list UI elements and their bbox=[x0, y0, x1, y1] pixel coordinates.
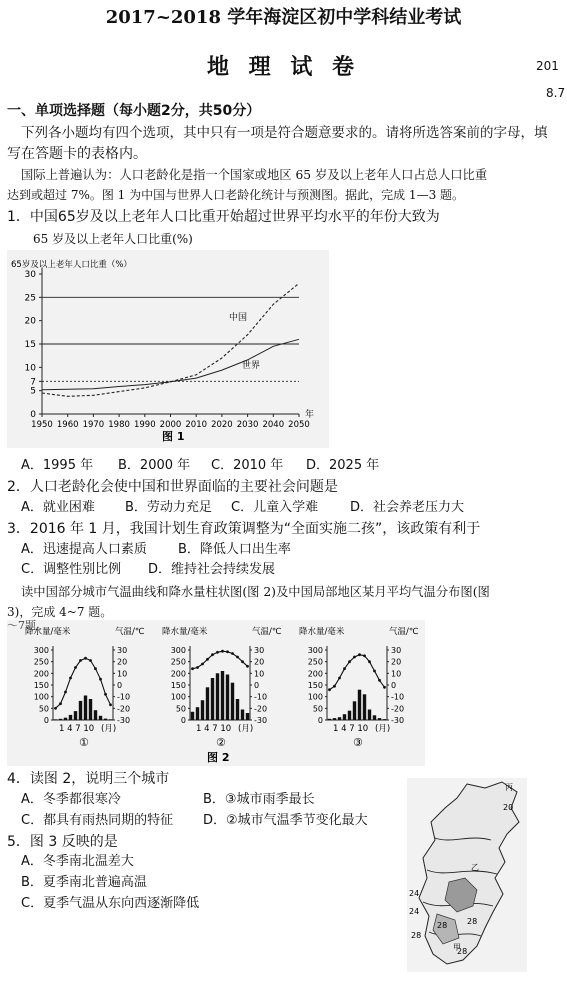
fig2-right-tick-label: -20 bbox=[254, 704, 268, 714]
fig2-precip-bar bbox=[343, 714, 346, 720]
fig2-city-chart bbox=[25, 626, 145, 749]
fig2-temp-point bbox=[378, 679, 381, 682]
fig2-precip-bar bbox=[104, 719, 107, 720]
fig3-place-label: 丙 bbox=[505, 783, 513, 792]
fig1-caption-above: 65 岁及以上老年人口比重(%) bbox=[33, 232, 193, 246]
fig2-temp-point bbox=[383, 686, 386, 689]
fig2-precip-bar bbox=[373, 715, 376, 720]
fig2-left-tick-label: 50 bbox=[175, 704, 186, 714]
fig2-temp-point bbox=[241, 660, 244, 663]
fig2-precip-bar bbox=[353, 701, 356, 720]
fig2-precip-bar bbox=[231, 683, 234, 720]
fig2-city-label: ② bbox=[216, 736, 226, 749]
fig2-left-tick-label: 150 bbox=[307, 681, 323, 690]
q4-option-d[interactable]: D．②城市气温季节变化最大 bbox=[203, 813, 368, 828]
fig2-precip-bar bbox=[94, 710, 97, 720]
fig2-temp-point bbox=[109, 703, 112, 706]
fig2-precip-bar bbox=[383, 719, 386, 720]
passage2-line1: 读中国部分城市气温曲线和降水量柱状图(图 2)及中国局部地区某月平均气温分布图(图 bbox=[21, 585, 490, 599]
q4-option-c[interactable]: C．都具有雨热同期的特征 bbox=[21, 813, 174, 828]
fig1-x-tick-label: 1960 bbox=[56, 420, 79, 430]
fig1-y-tick-label: 15 bbox=[24, 340, 36, 350]
fig2-left-axis-label: 降水量/毫米 bbox=[162, 627, 208, 637]
q1-option-a[interactable]: A．1995 年 bbox=[21, 458, 94, 473]
fig2-temp-point bbox=[201, 663, 204, 666]
fig3-isotherm-label: 28 bbox=[411, 931, 422, 940]
fig2-precip-bar bbox=[196, 707, 199, 720]
exam-title: 2017~2018 学年海淀区初中学科结业考试 bbox=[105, 7, 462, 28]
q3-stem: 3．2016 年 1 月，我国计划生育政策调整为“全面实施二孩”，该政策有利于 bbox=[7, 521, 481, 537]
fig2-precip-bar bbox=[363, 694, 366, 720]
fig2-precip-bar bbox=[358, 690, 361, 720]
fig3-isotherm-label: 24 bbox=[409, 907, 420, 916]
fig1-series-china-line bbox=[42, 283, 299, 396]
fig2-temp-point bbox=[343, 667, 346, 670]
fig2-precip-bar bbox=[84, 696, 87, 721]
fig2-precip-bar bbox=[201, 700, 204, 720]
fig2-temp-point bbox=[338, 677, 341, 680]
passage1-line2: 达到或超过 7%。图 1 为中国与世界人口老龄化统计与预测图。据此，完成 1—3 题。 bbox=[7, 188, 465, 202]
fig2-precip-bar bbox=[59, 719, 62, 720]
side-code-top: 201 bbox=[536, 59, 559, 73]
fig2-left-tick-label: 250 bbox=[170, 657, 186, 667]
fig2-right-axis-label: 气温/℃ bbox=[389, 627, 419, 637]
fig2-right-tick-label: 30 bbox=[117, 646, 128, 655]
fig2-precip-bar bbox=[333, 718, 336, 720]
figure-1 bbox=[7, 250, 329, 448]
fig2-precip-bar bbox=[368, 710, 371, 721]
fig2-temp-point bbox=[368, 660, 371, 663]
fig2-right-tick-label: -10 bbox=[254, 692, 268, 702]
fig2-city-label: ③ bbox=[353, 736, 363, 749]
fig1-y-tick-label: 7 bbox=[30, 377, 36, 388]
fig2-temp-point bbox=[54, 707, 57, 710]
fig1-inner-label: 65岁及以上老年人口比重（%） bbox=[11, 260, 132, 270]
fig2-temp-point bbox=[373, 670, 376, 673]
fig2-month-unit: (月) bbox=[238, 724, 254, 734]
section-heading: 一、单项选择题（每小题2分，共50分） bbox=[7, 103, 261, 119]
fig2-temp-point bbox=[206, 658, 209, 661]
fig2-right-tick-label: 30 bbox=[254, 646, 265, 655]
q5-stem: 5．图 3 反映的是 bbox=[7, 834, 118, 850]
fig2-precip-bar bbox=[89, 699, 92, 720]
q4-option-b[interactable]: B．③城市雨季最长 bbox=[203, 792, 315, 807]
passage2-line2: 3)，完成 4~7 题。 bbox=[7, 605, 113, 619]
q3-option-c[interactable]: C．调整性别比例 bbox=[21, 562, 122, 577]
fig2-precip-bar bbox=[241, 710, 244, 721]
fig2-left-tick-label: 50 bbox=[312, 704, 323, 714]
fig2-left-axis-label: 降水量/毫米 bbox=[299, 627, 345, 637]
q1-option-d[interactable]: D．2025 年 bbox=[306, 458, 380, 473]
q5-option-c[interactable]: C．夏季气温从东向西逐渐降低 bbox=[21, 896, 200, 911]
fig2-precip-bar bbox=[79, 701, 82, 720]
fig2-temp-point bbox=[104, 693, 107, 696]
fig2-left-tick-label: 300 bbox=[33, 646, 49, 655]
q4-option-a[interactable]: A．冬季都很寒冷 bbox=[21, 792, 121, 807]
fig1-y-tick-label: 20 bbox=[24, 316, 36, 327]
fig2-precip-bar bbox=[378, 718, 381, 720]
fig3-map-svg bbox=[407, 778, 527, 972]
side-code-bottom: 8.7 bbox=[546, 86, 566, 100]
fig1-y-tick-label: 5 bbox=[30, 386, 36, 397]
fig2-temp-point bbox=[363, 654, 366, 657]
fig2-right-axis-label: 气温/℃ bbox=[252, 627, 282, 637]
fig2-left-tick-label: 250 bbox=[33, 657, 49, 667]
fig1-label-world: 世界 bbox=[242, 361, 261, 371]
fig2-right-tick-label: -30 bbox=[254, 716, 268, 725]
fig2-figure-label: 图 2 bbox=[207, 751, 230, 764]
fig2-right-tick-label: -10 bbox=[117, 692, 131, 702]
fig2-right-tick-label: 10 bbox=[391, 669, 402, 679]
fig2-temp-point bbox=[216, 651, 219, 654]
fig2-temp-point bbox=[211, 653, 214, 656]
fig2-temp-point bbox=[353, 656, 356, 659]
q2-option-a[interactable]: A．就业困难 bbox=[21, 500, 95, 515]
q2-option-c[interactable]: C．儿童入学难 bbox=[231, 500, 319, 515]
fig2-month-unit: (月) bbox=[101, 724, 117, 734]
fig2-left-tick-label: 250 bbox=[307, 657, 323, 667]
fig2-left-tick-label: 100 bbox=[307, 692, 323, 702]
fig3-isotherm-label: 28 bbox=[457, 947, 468, 956]
fig2-temp-point bbox=[64, 691, 67, 694]
fig2-temp-point bbox=[74, 666, 77, 669]
fig2-left-tick-label: 0 bbox=[317, 716, 323, 725]
fig2-precip-bar bbox=[69, 715, 72, 720]
fig2-city-chart bbox=[299, 626, 419, 749]
fig2-right-tick-label: 20 bbox=[117, 657, 128, 667]
fig3-place-label: 甲 bbox=[453, 943, 461, 952]
fig2-temp-point bbox=[196, 666, 199, 669]
fig2-precip-bar bbox=[348, 711, 351, 720]
fig2-temp-point bbox=[333, 685, 336, 688]
fig1-figure-label: 图 1 bbox=[162, 430, 185, 443]
passage2-cut-line: ～7题。 bbox=[7, 619, 47, 632]
instructions-line1: 下列各小题均有四个选项，其中只有一项是符合题意要求的。请将所选答案前的字母，填 bbox=[21, 125, 548, 141]
fig1-x-tick-label: 1970 bbox=[82, 420, 105, 430]
fig2-left-tick-label: 300 bbox=[307, 646, 323, 655]
fig1-x-tick-label: 2020 bbox=[211, 420, 233, 430]
fig2-temp-point bbox=[59, 702, 62, 705]
fig2-temp-line bbox=[56, 658, 111, 708]
fig1-x-tick-label: 2040 bbox=[262, 420, 285, 430]
fig2-temp-point bbox=[89, 659, 92, 662]
fig1-x-tick-label: 2000 bbox=[159, 420, 182, 430]
fig2-precip-bar bbox=[226, 675, 229, 721]
fig2-precip-bar bbox=[338, 717, 341, 720]
q3-option-b[interactable]: B．降低人口出生率 bbox=[178, 542, 291, 557]
q2-stem: 2．人口老龄化会使中国和世界面临的主要社会问题是 bbox=[7, 479, 338, 495]
instructions-line2: 写在答题卡的表格内。 bbox=[7, 146, 147, 162]
fig1-x-tick-label: 1990 bbox=[133, 420, 156, 430]
fig2-temp-point bbox=[328, 688, 331, 691]
fig2-precip-bar bbox=[74, 711, 77, 720]
fig2-right-tick-label: 20 bbox=[391, 657, 402, 667]
fig1-y-tick-label: 10 bbox=[24, 363, 36, 374]
fig2-precip-bar bbox=[109, 719, 112, 720]
fig1-x-tick-label: 1950 bbox=[31, 420, 53, 430]
fig2-temp-point bbox=[226, 650, 229, 653]
fig3-place-label: 乙 bbox=[471, 863, 479, 872]
paper-subtitle: 地 理 试 卷 bbox=[207, 54, 360, 80]
fig2-right-tick-label: 10 bbox=[117, 669, 128, 679]
fig2-month-labels: 1 4 7 10 bbox=[333, 724, 369, 734]
fig2-temp-point bbox=[358, 653, 361, 656]
fig1-chart bbox=[7, 250, 329, 448]
fig2-left-tick-label: 150 bbox=[33, 681, 49, 690]
fig2-right-tick-label: 10 bbox=[254, 669, 265, 679]
fig2-precip-bar bbox=[64, 718, 67, 720]
q4-stem: 4．读图 2，说明三个城市 bbox=[7, 771, 170, 787]
fig2-precip-bar bbox=[236, 699, 239, 720]
fig3-isotherm-label: 24 bbox=[409, 889, 420, 898]
fig1-x-tick-label: 2030 bbox=[236, 420, 259, 430]
fig2-charts bbox=[7, 620, 425, 766]
fig2-right-tick-label: 30 bbox=[391, 646, 402, 655]
fig2-right-tick-label: -30 bbox=[391, 716, 405, 725]
fig1-y-tick-label: 0 bbox=[30, 410, 36, 420]
fig2-precip-bar bbox=[246, 713, 249, 720]
fig2-temp-point bbox=[348, 660, 351, 663]
fig2-temp-point bbox=[79, 659, 82, 662]
figure-3-map bbox=[407, 778, 527, 972]
fig1-x-tick-label: 2050 bbox=[288, 420, 310, 430]
q5-option-a[interactable]: A．冬季南北温差大 bbox=[21, 854, 134, 869]
fig2-temp-point bbox=[231, 652, 234, 655]
fig2-temp-point bbox=[99, 678, 102, 681]
fig2-right-tick-label: -30 bbox=[117, 716, 131, 725]
fig2-right-tick-label: -20 bbox=[391, 704, 405, 714]
fig2-precip-bar bbox=[211, 678, 214, 720]
fig2-month-labels: 1 4 7 10 bbox=[59, 724, 95, 734]
fig2-temp-point bbox=[69, 677, 72, 680]
figure-2 bbox=[7, 620, 425, 766]
fig2-temp-point bbox=[84, 657, 87, 660]
q1-stem: 1．中国65岁及以上老年人口比重开始超过世界平均水平的年份大致为 bbox=[7, 209, 440, 225]
fig2-left-tick-label: 0 bbox=[180, 716, 186, 725]
fig1-x-unit: 年 bbox=[305, 410, 315, 420]
fig2-left-tick-label: 150 bbox=[170, 681, 186, 690]
fig2-month-unit: (月) bbox=[375, 724, 391, 734]
fig1-x-tick-label: 2010 bbox=[185, 420, 208, 430]
q3-option-d[interactable]: D．维持社会持续发展 bbox=[148, 562, 276, 577]
fig2-month-labels: 1 4 7 10 bbox=[196, 724, 232, 734]
fig2-right-tick-label: 0 bbox=[254, 681, 260, 690]
fig2-right-tick-label: 0 bbox=[391, 681, 397, 690]
fig2-left-tick-label: 50 bbox=[38, 704, 49, 714]
fig2-precip-bar bbox=[328, 719, 331, 720]
q2-option-b[interactable]: B．劳动力充足 bbox=[125, 500, 212, 515]
q1-option-c[interactable]: C．2010 年 bbox=[211, 458, 284, 473]
fig1-series-world-line bbox=[42, 339, 299, 389]
fig2-right-tick-label: -20 bbox=[117, 704, 131, 714]
fig2-right-tick-label: 20 bbox=[254, 657, 265, 667]
fig2-precip-bar bbox=[191, 712, 194, 720]
fig2-right-tick-label: 0 bbox=[117, 681, 123, 690]
fig2-left-tick-label: 200 bbox=[170, 669, 186, 679]
fig2-precip-bar bbox=[206, 687, 209, 720]
fig2-left-axis-label: 降水量/毫米 bbox=[25, 627, 71, 637]
fig2-left-tick-label: 200 bbox=[33, 669, 49, 679]
q1-option-b[interactable]: B．2000 年 bbox=[118, 458, 191, 473]
fig3-isotherm-label: 28 bbox=[437, 921, 448, 930]
passage1-line1: 国际上普遍认为：人口老龄化是指一个国家或地区 65 岁及以上老年人口占总人口比重 bbox=[21, 168, 488, 182]
q2-option-d[interactable]: D．社会养老压力大 bbox=[350, 500, 465, 515]
fig1-y-tick-label: 25 bbox=[24, 293, 36, 304]
fig2-city-chart bbox=[162, 626, 282, 749]
fig1-label-china: 中国 bbox=[229, 313, 248, 323]
fig2-temp-point bbox=[221, 650, 224, 653]
fig2-temp-point bbox=[94, 667, 97, 670]
fig2-temp-line bbox=[330, 655, 385, 690]
fig2-left-tick-label: 200 bbox=[307, 669, 323, 679]
q3-option-a[interactable]: A．迅速提高人口素质 bbox=[21, 542, 147, 557]
fig2-left-tick-label: 0 bbox=[43, 716, 49, 725]
fig2-left-tick-label: 100 bbox=[33, 692, 49, 702]
fig2-precip-bar bbox=[216, 673, 219, 720]
fig2-precip-bar bbox=[54, 719, 57, 720]
fig1-x-tick-label: 1980 bbox=[108, 420, 130, 430]
fig2-left-tick-label: 300 bbox=[170, 646, 186, 655]
fig2-right-axis-label: 气温/℃ bbox=[115, 627, 145, 637]
fig2-precip-bar bbox=[99, 716, 102, 720]
fig2-right-tick-label: -10 bbox=[391, 692, 405, 702]
fig2-precip-bar bbox=[221, 671, 224, 720]
q5-option-b[interactable]: B．夏季南北普遍高温 bbox=[21, 875, 147, 890]
fig1-y-tick-label: 30 bbox=[24, 270, 36, 280]
fig2-left-tick-label: 100 bbox=[170, 692, 186, 702]
fig2-temp-line bbox=[193, 651, 248, 669]
fig2-city-label: ① bbox=[79, 736, 89, 749]
fig3-isotherm-label: 28 bbox=[467, 917, 478, 926]
fig2-temp-point bbox=[236, 656, 239, 659]
fig2-temp-point bbox=[246, 665, 249, 668]
fig3-isotherm-label: 20 bbox=[503, 803, 514, 812]
fig2-temp-point bbox=[191, 667, 194, 670]
